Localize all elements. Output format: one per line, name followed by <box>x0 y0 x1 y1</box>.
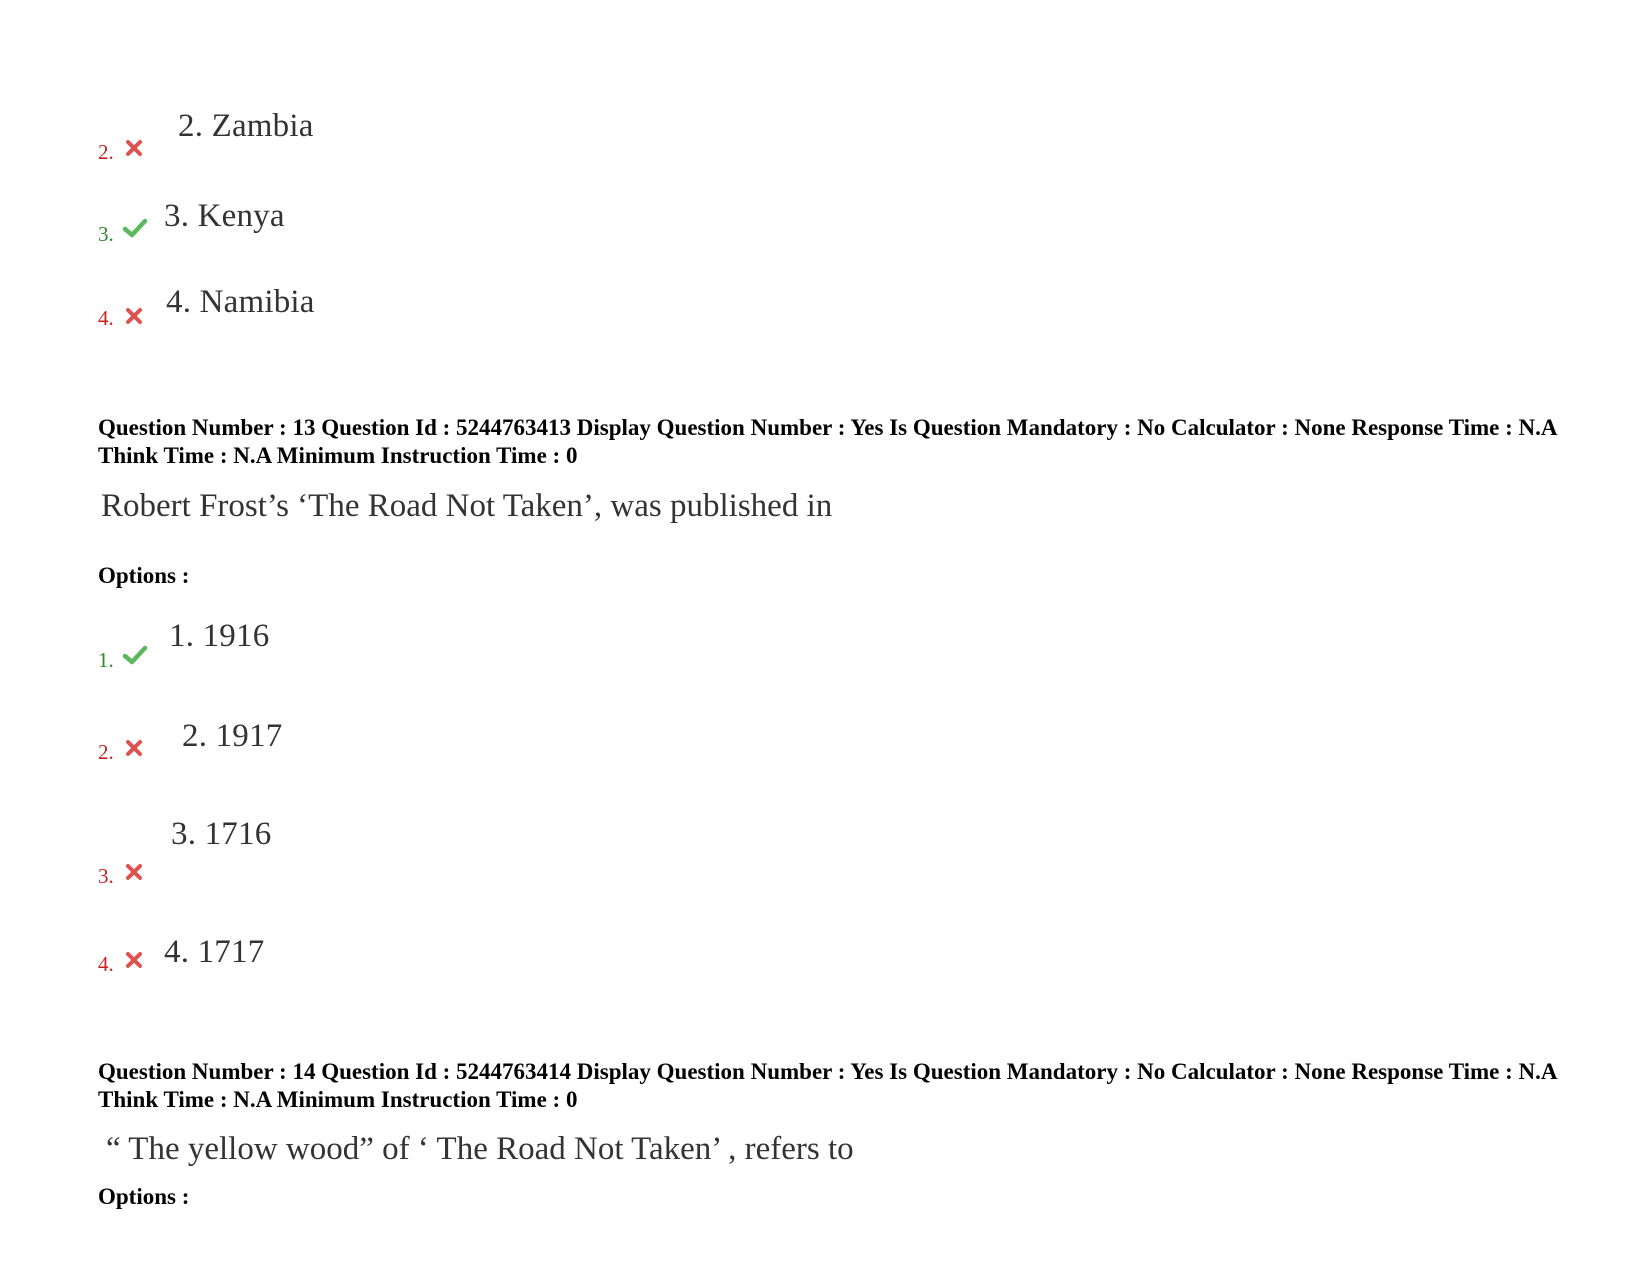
question-14-meta: Question Number : 14 Question Id : 5244763414 Display Question Number : Yes Is Question Mandatory : No Calculator : None Response Time : N.A Think Time : N.A Minimum Instruction Time : 0 <box>98 1059 1557 1112</box>
cross-icon <box>124 306 144 326</box>
option-text: 4. Namibia <box>166 284 315 320</box>
question-13-meta: Question Number : 13 Question Id : 5244763413 Display Question Number : Yes Is Question Mandatory : No Calculator : None Response Time : N.A Think Time : N.A Minimum Instruction Time : 0 <box>98 415 1557 468</box>
option-text: 2. Zambia <box>178 108 314 144</box>
option-number: 2. <box>98 740 114 764</box>
check-icon <box>122 645 148 665</box>
cross-icon <box>124 138 144 158</box>
option-number: 4. <box>98 952 114 976</box>
question-13-text: Robert Frost’s ‘The Road Not Taken’, was published in <box>101 488 833 524</box>
option-number: 1. <box>98 648 114 672</box>
option-text: 1. 1916 <box>169 618 270 654</box>
option-text: 4. 1717 <box>164 934 265 970</box>
option-text: 2. 1917 <box>182 718 283 754</box>
question-14-options-label: Options : <box>98 1184 190 1209</box>
question-14-text: “ The yellow wood” of ‘ The Road Not Taken’ , refers to <box>106 1131 854 1167</box>
check-icon <box>122 218 148 238</box>
question-13-options-label: Options : <box>98 563 190 588</box>
cross-icon <box>124 950 144 970</box>
option-number: 3. <box>98 222 114 246</box>
option-number: 3. <box>98 864 114 888</box>
option-number: 2. <box>98 140 114 164</box>
option-text: 3. Kenya <box>164 198 285 234</box>
cross-icon <box>124 862 144 882</box>
cross-icon <box>124 738 144 758</box>
option-text: 3. 1716 <box>171 816 272 852</box>
option-number: 4. <box>98 306 114 330</box>
